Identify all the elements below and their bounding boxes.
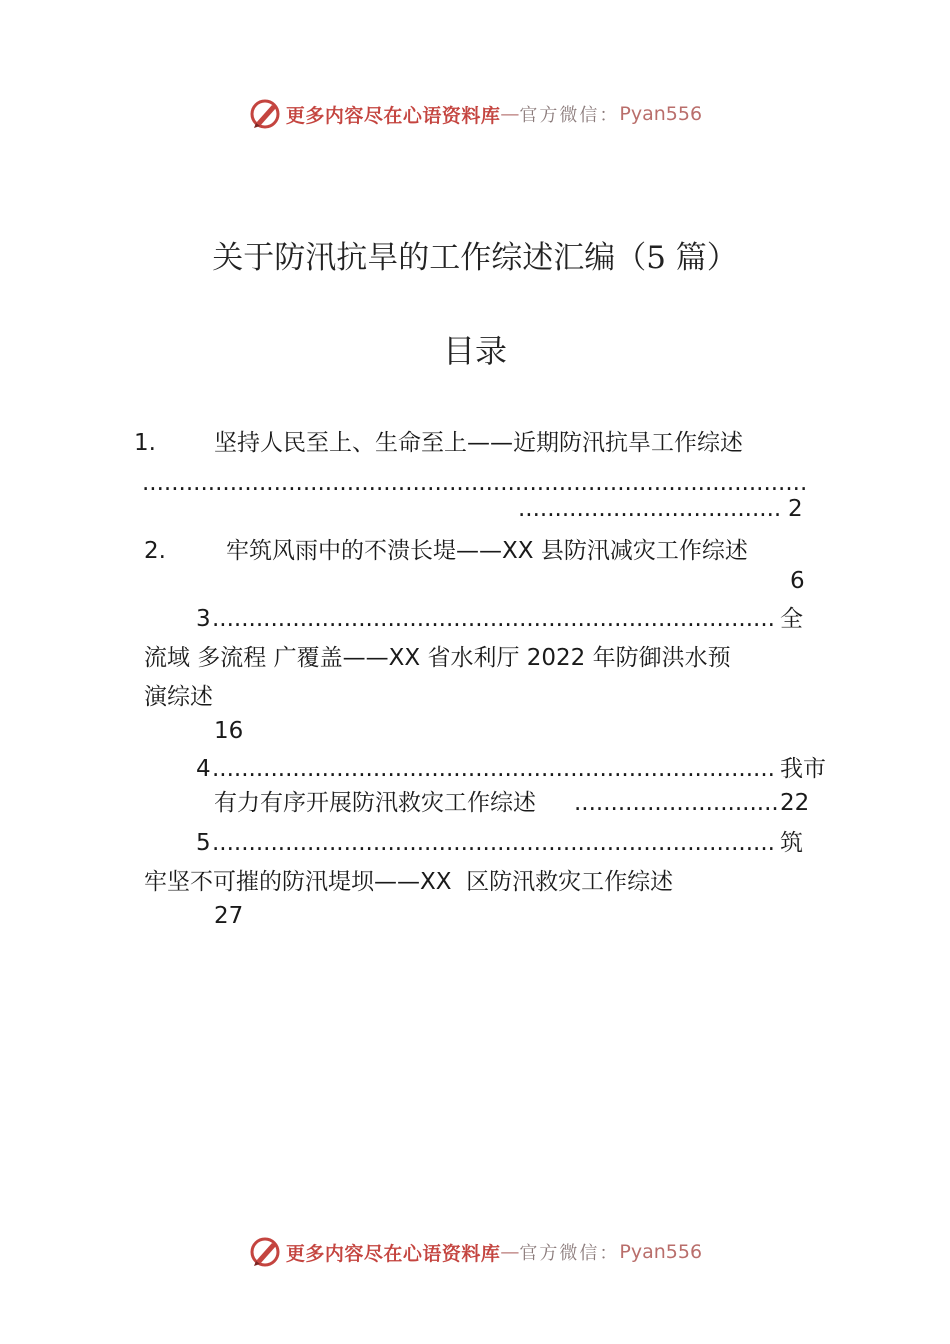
banner-wechat-label: 官方微信： (519, 105, 620, 126)
banner-wechat-id: Pyan556 (619, 1241, 703, 1263)
banner-text: 更多内容尽在心语资料库 (285, 104, 501, 127)
pen-logo-icon (248, 1235, 282, 1269)
toc-entry-page: 16 (214, 718, 244, 744)
toc-leader (574, 788, 778, 818)
toc-entry-page: 22 (780, 790, 810, 816)
toc-entry-text: 牢坚不可摧的防汛堤坝——XX 区防汛救灾工作综述 (144, 869, 674, 895)
toc-entry-number: 2. (144, 538, 166, 564)
toc-entry-text-end: 演综述 (144, 684, 213, 710)
toc-leader (212, 754, 776, 784)
banner-wechat-label: 官方微信： (519, 1243, 620, 1264)
banner-wechat-id: Pyan556 (619, 103, 703, 125)
banner-separator: — (500, 103, 520, 125)
toc-entry-number: 1. (134, 430, 156, 456)
banner-separator: — (500, 1241, 520, 1263)
toc-entry-number: 3 (196, 606, 211, 632)
toc-entry-text: 有力有序开展防汛救灾工作综述 (214, 790, 536, 816)
header-banner (0, 94, 950, 134)
toc-heading: 目录 (442, 332, 507, 370)
toc-entry-page: 2 (788, 496, 803, 522)
toc-entry-text-start: 全 (780, 606, 803, 632)
toc-entry-number: 4 (196, 756, 211, 782)
toc-leader (518, 494, 780, 524)
toc-entry-number: 5 (196, 830, 211, 856)
pen-logo-icon (248, 97, 282, 131)
toc-leader (212, 828, 776, 858)
toc-entry-page: 6 (790, 568, 805, 594)
toc-entry-text-start: 筑 (780, 830, 803, 856)
banner-text: 更多内容尽在心语资料库 (285, 1242, 501, 1265)
toc-entry-page: 27 (214, 903, 244, 929)
toc-entry-text-start: 我市 (780, 756, 826, 782)
document-title: 关于防汛抗旱的工作综述汇编（5 篇） (212, 240, 738, 276)
toc-leader (212, 604, 776, 634)
toc-entry-text: 流域 多流程 广覆盖——XX 省水利厅 2022 年防御洪水预 (144, 645, 731, 671)
toc-entry-text: 牢筑风雨中的不溃长堤——XX 县防汛减灾工作综述 (226, 538, 748, 564)
toc-entry-text: 坚持人民至上、生命至上——近期防汛抗旱工作综述 (214, 430, 743, 456)
footer-banner (0, 1232, 950, 1272)
